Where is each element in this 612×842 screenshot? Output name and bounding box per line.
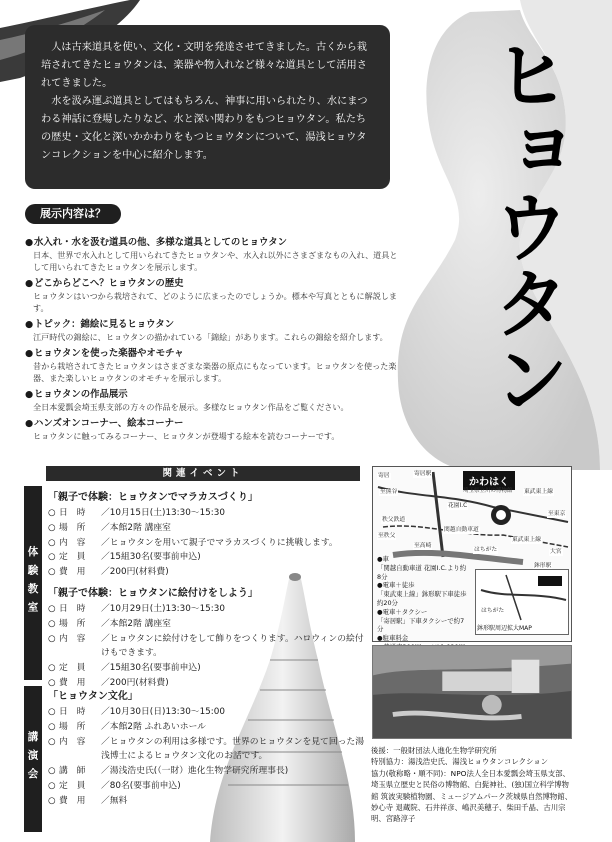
- workshop-side-label: 体験教室: [24, 486, 42, 680]
- museum-aerial-photo: [372, 645, 572, 739]
- inset-caption: 鉢形駅周辺拡大MAP: [477, 625, 532, 632]
- event-maracas: [48, 490, 368, 580]
- lecture-side-label: 講演会: [24, 686, 42, 832]
- exhibit-item-desc: ヒョウタンはいつから栽培されて、どのように広まったのでしょうか。標本や写真とともに解説します。: [33, 291, 397, 313]
- bullet-icon: ●: [25, 348, 34, 359]
- event-row: ○ 場 所 ／本館2階 ふれあいホール: [48, 720, 368, 735]
- circle-marker-icon: ○: [48, 707, 56, 717]
- circle-marker-icon: ○: [48, 633, 56, 644]
- event-title: 「ヒョウタン文化」: [48, 691, 138, 702]
- circle-marker-icon: ○: [48, 567, 56, 578]
- event-row: ○ 費 用 ／無料: [48, 794, 368, 809]
- event-row: ○ 場 所 ／本館2階 講座室: [48, 521, 368, 536]
- event-row: ○ 定 員 ／80名(要事前申込): [48, 779, 368, 794]
- circle-marker-icon: ○: [48, 537, 56, 548]
- exhibit-item-desc: 全日本愛瓢会埼玉県支部の方々の作品を展示。多様なヒョウタン作品をご覧ください。: [33, 402, 349, 412]
- credits: [371, 745, 576, 825]
- event-row: ○ 定 員 ／15組30名(要事前申込): [48, 661, 368, 676]
- bullet-icon: ●: [25, 278, 34, 289]
- exhibit-item-desc: ヒョウタンに触ってみるコーナー、ヒョウタンが登場する絵本を読むコーナーです。: [33, 431, 340, 441]
- circle-marker-icon: ○: [48, 618, 56, 629]
- intro-paragraph-1: 人は古来道具を使い、文化・文明を発達させてきました。古くから栽培されてきたヒョウタンは、楽器や物入れなど様々な道具として活用されてきました。: [41, 42, 367, 89]
- event-title: 「親子で体験：ヒョウタンでマラカスづくり」: [48, 492, 258, 503]
- event-painting: [48, 586, 368, 691]
- circle-marker-icon: ○: [48, 552, 56, 563]
- circle-marker-icon: ○: [48, 721, 56, 732]
- bullet-icon: ●: [25, 319, 34, 330]
- event-row: ○ 費 用 ／200円(材料費): [48, 676, 368, 691]
- event-row: ○ 費 用 ／200円(材料費): [48, 565, 368, 580]
- exhibit-item-title: ヒョウタンを使った楽器やオモチャ: [34, 348, 184, 359]
- circle-marker-icon: ○: [48, 522, 56, 533]
- exhibit-item-title: どこからどこへ？ヒョウタンの歴史: [34, 278, 184, 289]
- event-title: 「親子で体験：ヒョウタンに絵付けをしよう」: [48, 588, 258, 599]
- bullet-icon: ●: [25, 389, 34, 400]
- museum-subtitle: 埼玉県立川の博物館: [463, 488, 513, 494]
- circle-marker-icon: ○: [48, 795, 56, 806]
- exhibit-item-title: ハンズオンコーナー、絵本コーナー: [34, 418, 184, 429]
- circle-marker-icon: ○: [48, 508, 56, 518]
- event-row: ○ 日 時 ／10月29日(土)13:30～15:30: [48, 602, 368, 617]
- exhibit-item-title: ヒョウタンの作品展示: [34, 389, 128, 400]
- access-map: かわはく 埼玉県立川の博物館 寄居 至熊谷 東武東上線 秩父鉄道 至秩父 至東京 花園I.C 関越自動車道 至高崎 はちがた 東武東上線 大宮 寄居駅 鉢形駅 ●車 「関越自動車道 花園I.C.より約8分 ●電車＋徒歩 「東武東上線」鉢形駅下車徒歩約20分 ●電車＋タクシー 「寄居駅」下車タクシーで約7分 ●駐車料金 はちがた 鉢形駅周辺拡大MAP: [372, 466, 572, 642]
- circle-marker-icon: ○: [48, 780, 56, 791]
- circle-marker-icon: ○: [48, 736, 56, 747]
- exhibit-item: [25, 417, 405, 442]
- credit-line: 後援：一般財団法人進化生物学研究所: [371, 746, 497, 755]
- events-heading: 関連イベント: [46, 466, 360, 481]
- event-row: ○ 内 容 ／ヒョウタンの利用は多様です。世界のヒョウタンを見て回った湯浅博士によるヒョウタン文化のお話です。: [48, 735, 368, 765]
- exhibit-item: [25, 318, 405, 343]
- event-row: ○ 定 員 ／15組30名(要事前申込): [48, 550, 368, 565]
- exhibit-item-desc: 江戸時代の錦絵に、ヒョウタンの描かれている「錦絵」があります。これらの錦絵を紹介します。: [33, 332, 388, 342]
- circle-marker-icon: ○: [48, 663, 56, 674]
- event-row: ○ 内 容 ／ヒョウタンに絵付けをして飾りをつくります。ハロウィンの絵付けもできます。: [48, 632, 368, 662]
- event-row: ○ 日 時 ／10月30日(日)13:30～15:00: [48, 705, 368, 720]
- exhibit-heading: 展示内容は？: [25, 204, 121, 224]
- exhibit-list: [25, 236, 405, 446]
- event-row: ○ 場 所 ／本館2階 講座室: [48, 617, 368, 632]
- main-title: ヒョウタン: [481, 36, 570, 416]
- exhibit-item-title: 水入れ・水を汲む道具の他、多様な道具としてのヒョウタン: [34, 237, 288, 248]
- event-row: ○ 内 容 ／ヒョウタンを用いて親子でマラカスづくりに挑戦します。: [48, 536, 368, 551]
- circle-marker-icon: ○: [48, 677, 56, 688]
- exhibit-item: [25, 388, 405, 413]
- event-row: ○ 日 時 ／10月15日(土)13:30～15:30: [48, 506, 368, 521]
- event-row: ○ 講 師 ／湯浅浩史氏(（一財）進化生物学研究所理事長): [48, 764, 368, 779]
- bullet-icon: ●: [25, 418, 34, 429]
- access-info: ●車 「関越自動車道 花園I.C.より約8分 ●電車＋徒歩 「東武東上線」鉢形駅下車徒歩約20分 ●電車＋タクシー 「寄居駅」下車タクシーで約7分 ●駐車料金: [377, 555, 467, 643]
- exhibit-item-desc: 日本、世界で水入れとして用いられてきたヒョウタンや、水入れ以外にさまざまなもの入れ、道具として用いられてきたヒョウタンを展示します。: [33, 250, 398, 272]
- credit-line: 協力(敬称略・順不同)：NPO法人全日本愛瓢会埼玉県支部、埼玉県立歴史と民俗の博物館、白髭神社、(独)国立科学博物館 筑波実験植物園、ミュージアムパーク茨城県自然博物館、妙心寺 退蔵院、石井祥彦、嶋沢美穂子、柴田千晶、古川宗明、宮路淳子: [371, 768, 573, 824]
- exhibit-item-desc: 昔から栽培されてきたヒョウタンはさまざまな楽器の原点にもなっています。ヒョウタンを使った楽器、また楽しいヒョウタンのオモチャを展示します。: [33, 361, 397, 383]
- event-lecture: [48, 689, 368, 809]
- intro-text-box: [25, 25, 390, 189]
- circle-marker-icon: ○: [48, 766, 56, 777]
- circle-marker-icon: ○: [48, 604, 56, 614]
- exhibit-item: [25, 277, 405, 314]
- bullet-icon: ●: [25, 237, 34, 248]
- credit-line: 特別協力：湯浅浩史氏、湯浅ヒョウタンコレクション: [371, 757, 549, 767]
- exhibit-item-title: トピック：錦絵に見るヒョウタン: [34, 319, 175, 330]
- intro-paragraph-2: 水を汲み運ぶ道具としてはもちろん、神事に用いられたり、水にまつわる神話に登場したりなど、水と深い関わりをもつヒョウタン。私たちの歴史・文化と深いかかわりをもつヒョウタンについて、湯浅ヒョウタンコレクションを中心に紹介します。: [41, 96, 368, 161]
- exhibit-item: [25, 347, 405, 384]
- station-inset-map: はちがた: [475, 569, 569, 635]
- exhibit-item: [25, 236, 405, 273]
- kawahaku-badge: かわはく: [463, 471, 515, 490]
